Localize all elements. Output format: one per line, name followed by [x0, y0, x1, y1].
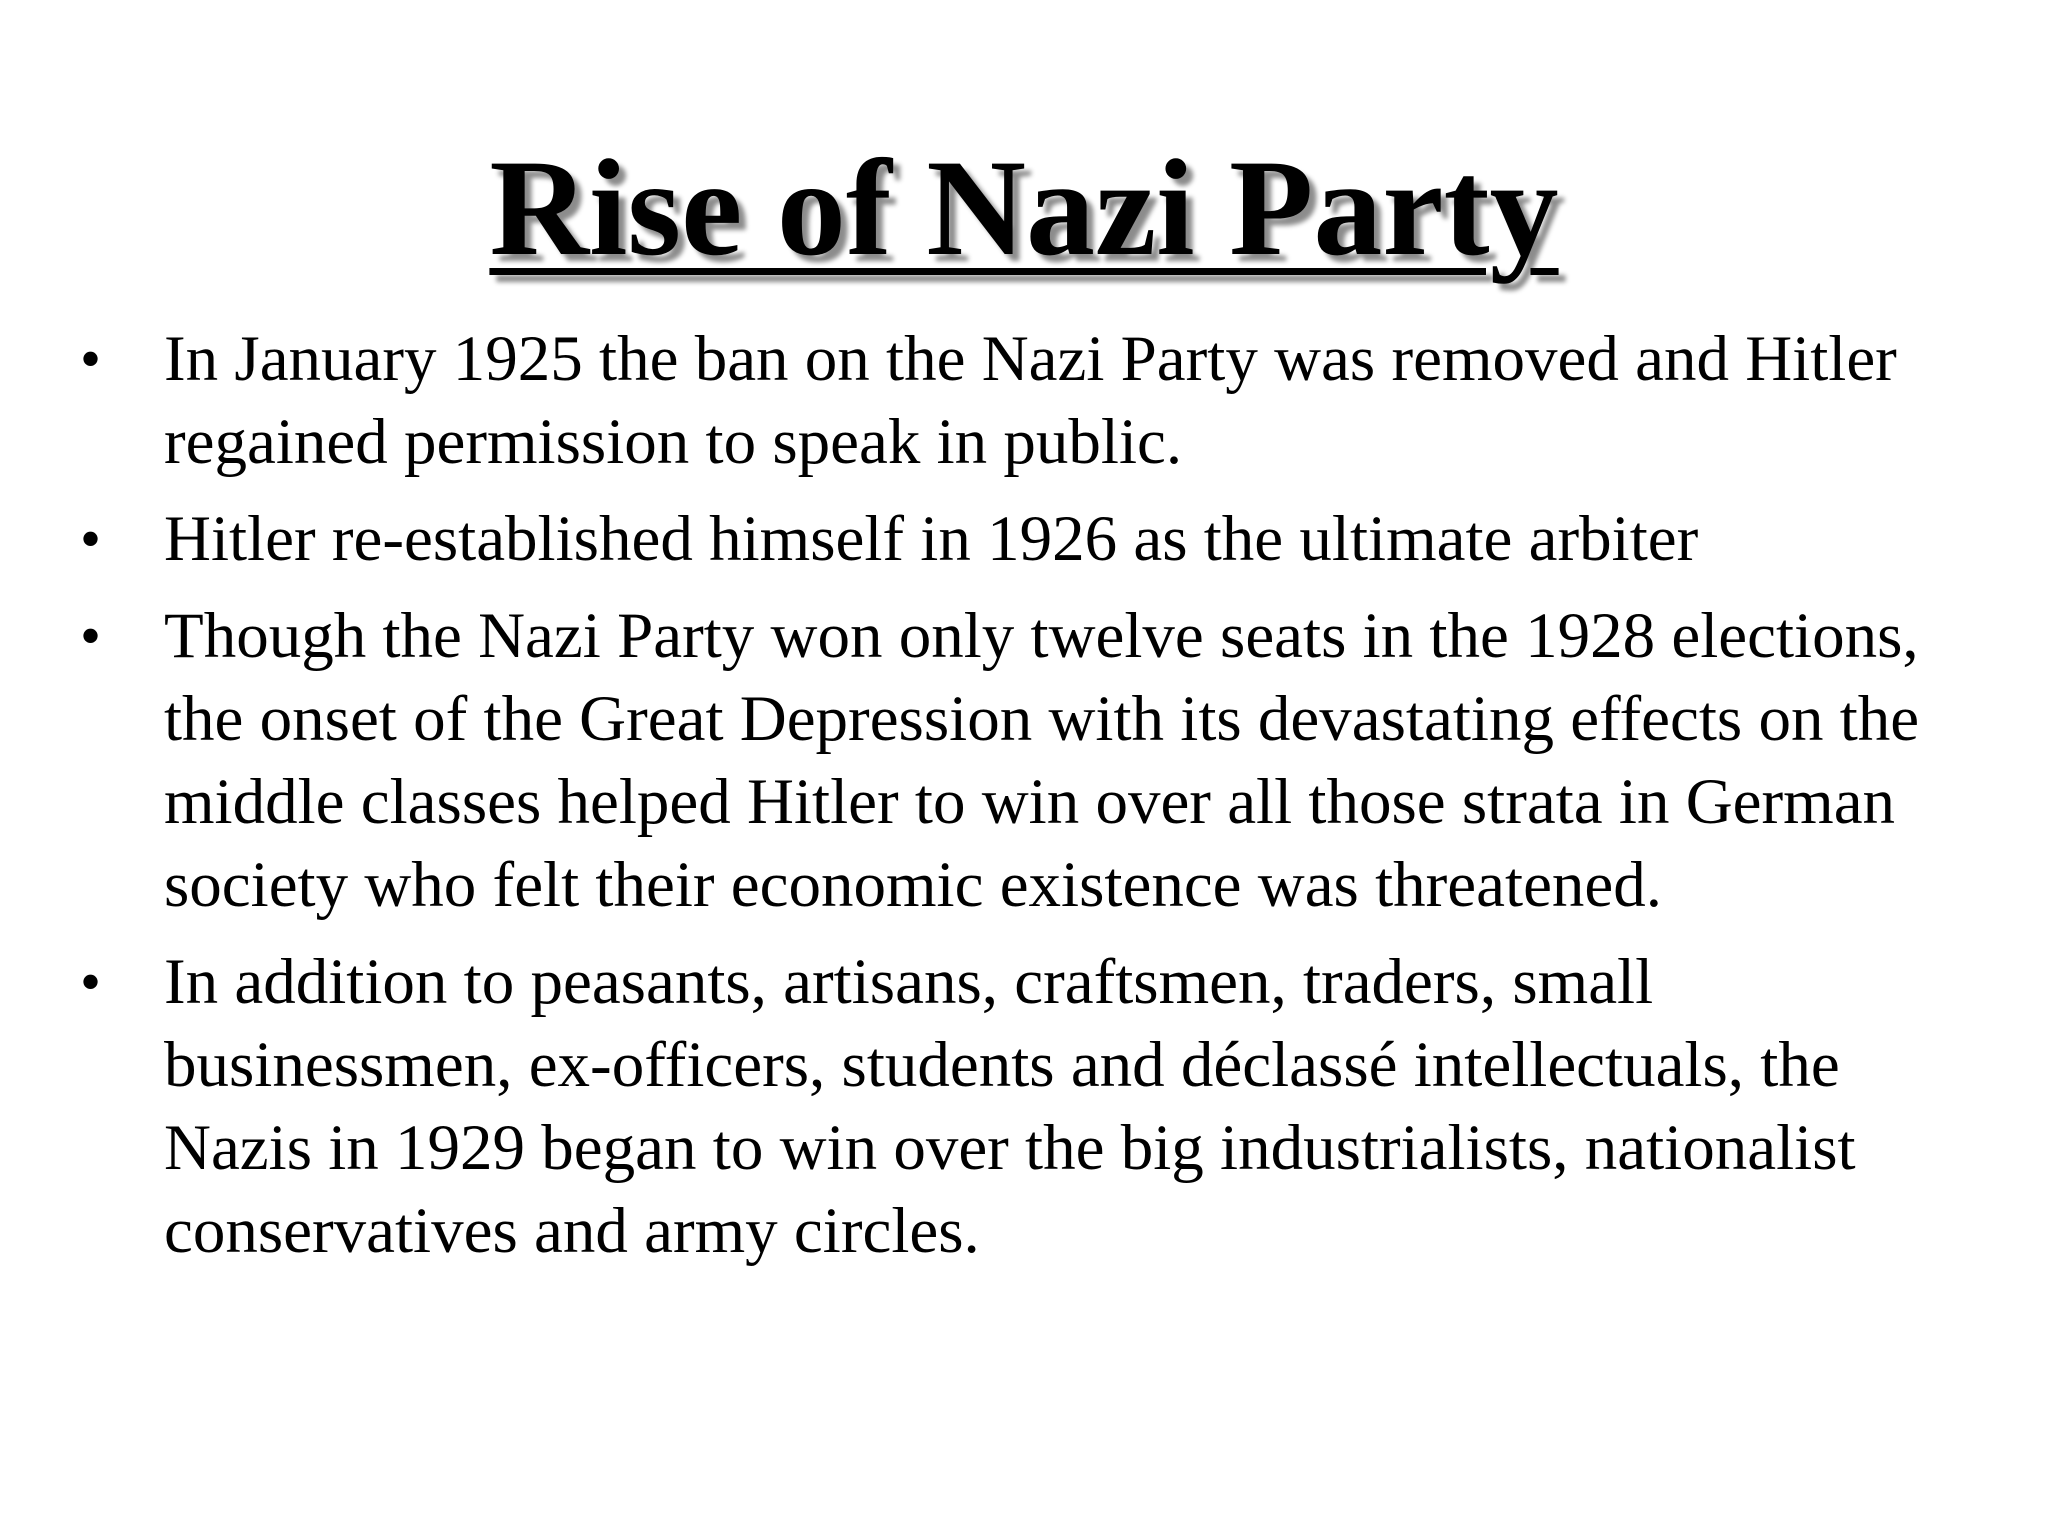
- bullet-text: In January 1925 the ban on the Nazi Party was removed and Hitler regained permission to speak in public.: [164, 323, 1897, 478]
- bullet-item: [80, 941, 1980, 1273]
- bullet-dot-icon: •: [80, 326, 102, 392]
- slide-title: Rise of Nazi Party: [489, 131, 1559, 284]
- bullet-item: [80, 318, 1980, 484]
- bullet-item: [80, 595, 1980, 927]
- bullet-dot-icon: •: [80, 506, 102, 572]
- bullet-text: Though the Nazi Party won only twelve seats in the 1928 elections, the onset of the Great Depression with its devastating effects on the middle classes helped Hitler to win over all those strata in German society who felt their economic existence was threatened.: [164, 600, 1920, 921]
- bullet-item: [80, 498, 1980, 581]
- bullet-dot-icon: •: [80, 603, 102, 669]
- bullet-text: Hitler re-established himself in 1926 as the ultimate arbiter: [164, 503, 1699, 575]
- bullet-dot-icon: •: [80, 949, 102, 1015]
- bullet-text: In addition to peasants, artisans, craftsmen, traders, small businessmen, ex-officers, students and déclassé intellectuals, the Nazis in 1929 began to win over the big industrialists, nationalist conservatives and army circles.: [164, 946, 1856, 1267]
- bullet-list: [80, 318, 1980, 1287]
